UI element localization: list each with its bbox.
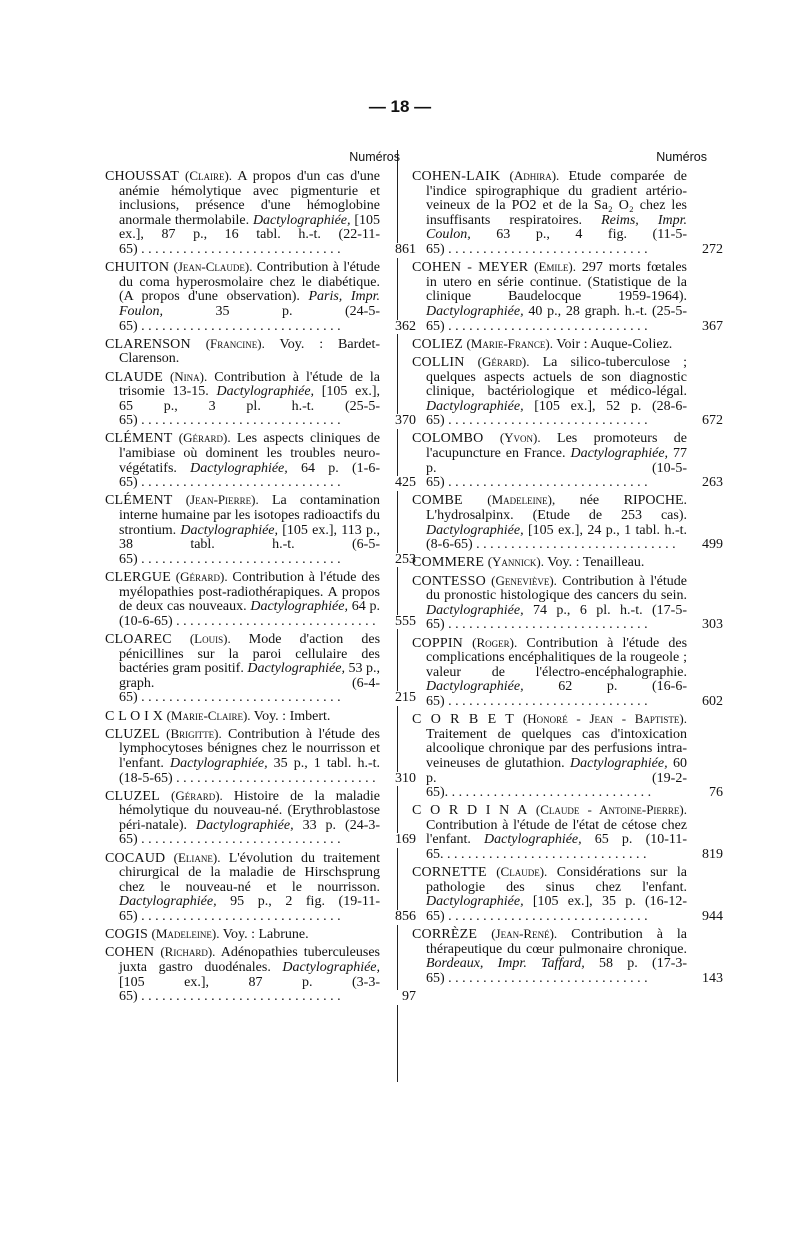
physical-description: 63 p., 4 fig.: [496, 227, 627, 243]
author-surname: COPPIN: [412, 635, 463, 651]
bibliography-entry: [105, 727, 416, 786]
thesis-number: 367: [687, 320, 723, 335]
thesis-number: 303: [687, 618, 723, 633]
physical-description: 35 p., 1 tabl. h.-t.: [273, 755, 381, 771]
physical-description: 77 p.: [426, 446, 688, 476]
thesis-title: Les aspects cliniques de l'amibiase où dominent les troubles neuro-végétatifs.: [119, 431, 381, 476]
bibliography-entry: [105, 789, 416, 848]
thesis-number: 253: [380, 553, 416, 568]
column-header-numeros: Numéros: [656, 150, 707, 164]
bibliography-entry: [105, 337, 416, 367]
publication: Dactylographiée,: [119, 894, 217, 910]
thesis-title: Contribution à l'étude de la trisomie 13-15.: [119, 369, 380, 400]
thesis-number: 944: [687, 910, 723, 925]
thesis-number: 672: [687, 414, 723, 429]
bibliography-entry: [412, 636, 723, 710]
author-surname: CLÉMENT: [105, 431, 173, 447]
thesis-title: Contribution à l'étude du pronostic histologique des cancers du sein.: [426, 573, 687, 604]
author-given-name: (Louis).: [189, 630, 231, 646]
thesis-number: 143: [687, 972, 723, 987]
bibliography-entry: [412, 493, 723, 552]
publication: Dactylographiée,: [216, 384, 315, 400]
author-given-name: (Yannick).: [487, 554, 544, 570]
entry-list: [105, 168, 416, 1005]
defense-date: (18-5-65) . . .: [119, 771, 376, 786]
thesis-title: Les promoteurs de l'acupuncture en France.: [426, 431, 688, 462]
physical-description: [105 ex.], 65 p., 3 pl. h.-t.: [119, 384, 380, 414]
author-given-name: (Yvon).: [499, 430, 541, 446]
author-given-name: (Gérard).: [170, 787, 223, 803]
defense-date: (10-5-65) . . .: [426, 461, 687, 491]
thesis-title: Histoire de la maladie hémolytique du nouveau-né. (Erythroblastose péri-natale).: [119, 788, 381, 833]
author-given-name: (Roger).: [472, 634, 518, 650]
thesis-title: Traitement de quelques cas d'intoxication alcoolique chronique par des perfusions intra-veineuses de glutathion.: [426, 726, 687, 771]
physical-description: 74 p., 6 pl. h.-t.: [533, 602, 643, 618]
thesis-number: 856: [380, 910, 416, 925]
defense-date: (28-6-65) . . .: [426, 399, 687, 429]
defense-date: (19-11-65) . . .: [119, 894, 380, 924]
thesis-title: Voy. : Imbert.: [253, 708, 331, 724]
author-surname: CLARENSON: [105, 336, 191, 352]
bibliography-entry: [412, 803, 723, 862]
author-given-name: (Claude - Antoine-Pierre).: [535, 802, 687, 818]
entry-list: [412, 168, 723, 987]
bibliography-entry: [412, 337, 723, 353]
defense-date: (16-6-65) . . .: [426, 679, 687, 709]
physical-description: 33 p.: [302, 817, 337, 833]
publication: Bordeaux, Impr. Taffard,: [426, 956, 585, 972]
publication: Dactylographiée,: [169, 755, 268, 771]
thesis-number: 861: [380, 243, 416, 258]
thesis-number: 215: [380, 691, 416, 706]
author-surname: CLÉMENT: [105, 493, 173, 509]
author-surname: COLLIN: [412, 354, 465, 370]
bibliography-entry: [105, 493, 416, 567]
author-given-name: (Emile).: [534, 259, 576, 275]
author-given-name: (Claire).: [184, 168, 233, 183]
defense-date: (22-11-65) . . .: [119, 227, 380, 257]
author-surname: CHUITON: [105, 260, 170, 276]
thesis-number: 362: [380, 320, 416, 335]
physical-description: 65 p.: [594, 832, 633, 848]
author-surname: COLOMBO: [412, 431, 484, 447]
bibliography-entry: [105, 260, 416, 334]
defense-date: (6-5-65) . . .: [119, 537, 380, 567]
bibliography-entry: [105, 431, 416, 490]
defense-date: (17-3-65) . . .: [426, 956, 687, 986]
thesis-title: Contribution à l'étude du coma hyperosmolaire chez le diabétique. (A propos d'une observation).: [119, 260, 380, 305]
author-surname: CLUZEL: [105, 726, 160, 742]
thesis-title: née RIPOCHE. L'hydrosalpinx. (Etude de 253 cas).: [426, 493, 688, 524]
physical-description: 64 p.: [301, 460, 339, 476]
author-given-name: (Francine).: [205, 335, 265, 351]
thesis-title: Considérations sur la pathologie des sinus chez l'enfant.: [426, 865, 687, 895]
thesis-number: 425: [380, 476, 416, 491]
author-surname: COHEN - MEYER: [412, 260, 529, 276]
author-given-name: (Nina).: [169, 368, 208, 384]
publication: Dactylographiée,: [252, 212, 351, 228]
physical-description: [105 ex.], 35 p.: [532, 894, 636, 910]
thesis-title: Mode d'action des pénicillines sur la paroi cellulaire des bactéries gram positif.: [119, 631, 381, 677]
bibliography-entry: [105, 851, 416, 925]
thesis-number: 555: [380, 615, 416, 630]
defense-date: (16-12-65) . . .: [426, 894, 687, 924]
publication: Dactylographiée,: [247, 661, 345, 677]
bibliography-entry: [412, 555, 723, 571]
author-given-name: (Marie-Claire).: [166, 707, 251, 723]
author-surname: CLERGUE: [105, 570, 171, 585]
author-given-name: (Geneviève).: [491, 572, 557, 588]
publication: Reims, Impr. Coulon,: [426, 212, 687, 243]
page-number: — 18 —: [368, 97, 432, 116]
thesis-number: 76: [687, 786, 723, 801]
thesis-number: 263: [687, 476, 723, 491]
defense-date: (19-2-65). . . .: [426, 771, 687, 801]
publication: Dactylographiée,: [426, 303, 524, 319]
thesis-title: A propos d'un cas d'une anémie hémolytique avec pigmenturie et inclusions, présence d'une hémoglobine anormale thermolabile.: [119, 169, 381, 228]
author-surname: C L O I X: [105, 708, 164, 724]
defense-date: (10-11-65. . . .: [426, 832, 687, 862]
thesis-title: Contribution à l'étude des lymphocytoses bénignes chez le nourrisson et l'enfant.: [119, 726, 380, 771]
publication: Dactylographiée,: [196, 817, 294, 833]
physical-description: 53 p., graph.: [119, 661, 381, 691]
thesis-title: Voy. : Tenailleau.: [547, 555, 645, 571]
publication: Dactylographiée,: [484, 832, 582, 848]
bibliography-entry: [105, 945, 416, 1004]
right-column: [412, 150, 723, 989]
defense-date: (8-6-65) . . .: [426, 537, 676, 552]
thesis-title: Voir : Auque-Coliez.: [556, 336, 673, 352]
thesis-title: Voy. : Labrune.: [222, 927, 309, 943]
bibliography-entry: [412, 355, 723, 429]
author-surname: C O R D I N A: [412, 803, 528, 819]
author-surname: CHOUSSAT: [105, 169, 179, 184]
defense-date: (3-3-65) . . .: [119, 975, 380, 1005]
publication: Dactylographiée,: [180, 522, 279, 538]
bibliography-entry: [105, 370, 416, 429]
publication: Dactylographiée,: [282, 960, 381, 975]
bibliography-entry: [412, 169, 723, 258]
thesis-title: La contamination interne humaine par les isotopes radioactifs du strontium.: [119, 493, 381, 538]
defense-date: (24-5-65) . . .: [119, 304, 380, 334]
author-given-name: (Gérard).: [175, 569, 228, 584]
author-given-name: (Jean-Claude).: [173, 259, 253, 275]
left-column: [105, 150, 416, 1007]
physical-description: [105 ex.], 113 p., 38 tabl. h.-t.: [119, 522, 381, 553]
publication: Dactylographiée,: [190, 460, 288, 476]
bibliography-entry: [412, 712, 723, 801]
physical-description: 58 p.: [599, 956, 638, 972]
thesis-number: 310: [380, 772, 416, 787]
thesis-title: Contribution à l'étude des complications encéphalitiques de la rougeole ; valeur de l'électro-encéphalographie.: [426, 635, 688, 680]
physical-description: 35 p.: [215, 303, 293, 319]
author-surname: COMBE: [412, 493, 463, 509]
author-surname: CLUZEL: [105, 788, 160, 804]
defense-date: (17-5-65) . . .: [426, 603, 687, 633]
author-surname: COMMERE: [412, 555, 485, 571]
publication: Dactylographiée,: [426, 522, 524, 538]
author-surname: CORNETTE: [412, 865, 487, 881]
publication: Dactylographiée,: [426, 894, 524, 910]
physical-description: 95 p., 2 fig.: [230, 894, 325, 910]
bibliography-entry: [412, 927, 723, 986]
bibliography-entry: [412, 260, 723, 334]
thesis-title: Contribution à l'étude des myélopathies post-radiothérapiques. A propos de deux cas nouveaux.: [119, 570, 380, 615]
physical-description: [105 ex.], 87 p.: [119, 974, 313, 990]
author-surname: CLAUDE: [105, 369, 163, 385]
author-surname: CONTESSO: [412, 573, 486, 589]
author-given-name: (Jean-René).: [491, 926, 558, 942]
bibliography-entry: [412, 574, 723, 633]
thesis-number: 97: [380, 990, 416, 1005]
thesis-title: Adénopathies tuberculeuses juxta gastro duodénales.: [119, 945, 380, 975]
defense-date: (25-5-65) . . .: [426, 304, 687, 334]
thesis-title: Voy. : Bardet-Clarenson.: [119, 336, 381, 367]
author-surname: COCAUD: [105, 850, 166, 866]
thesis-number: 370: [380, 414, 416, 429]
thesis-title: Contribution à l'étude de l'état de cétose chez l'enfant.: [426, 817, 687, 848]
thesis-title: 297 morts fœtales in utero en série continue. (Statistique de la clinique Baudelocque 1959-1964).: [426, 260, 687, 305]
defense-date: (11-5-65) . . .: [426, 227, 687, 257]
thesis-title: La silico-tuberculose ; quelques aspects actuels de son diagnostic clinique, bactériologique et médico-légal.: [426, 354, 688, 400]
defense-date: (10-6-65) . . .: [119, 614, 376, 629]
thesis-number: 272: [687, 243, 723, 258]
author-given-name: (Madeleine).: [151, 926, 220, 942]
defense-date: (24-3-65) . . .: [119, 818, 380, 848]
bibliography-entry: [105, 169, 416, 258]
author-given-name: (Jean-Pierre).: [185, 492, 259, 508]
author-surname: CLOAREC: [105, 631, 172, 647]
publication: Dactylographiée,: [426, 398, 524, 414]
physical-description: 64 p.: [351, 599, 381, 615]
physical-description: [105 ex.], 52 p.: [534, 398, 642, 414]
publication: Dactylographiée,: [426, 679, 524, 695]
author-surname: COGIS: [105, 927, 149, 943]
author-given-name: (Marie-France).: [466, 335, 553, 351]
author-surname: CORRÈZE: [412, 927, 478, 943]
author-surname: C O R B E T: [412, 712, 514, 728]
bibliography-entry: [105, 709, 416, 725]
physical-description: 62 p.: [558, 679, 618, 695]
bibliography-entry: [105, 927, 416, 943]
physical-description: 40 p., 28 graph. h.-t.: [528, 303, 648, 319]
thesis-number: 602: [687, 695, 723, 710]
author-surname: COLIEZ: [412, 336, 463, 352]
publication: Paris, Impr. Foulon,: [119, 289, 380, 319]
publication: Dactylographiée,: [570, 755, 668, 771]
author-given-name: (Gérard).: [477, 353, 530, 369]
author-given-name: (Brigitte).: [166, 725, 222, 741]
bibliography-entry: [105, 570, 416, 629]
physical-description: 60 p.: [426, 755, 687, 786]
physical-description: [105 ex.], 24 p., 1 tabl. h.-t.: [528, 522, 687, 538]
author-given-name: (Honoré - Jean - Baptiste).: [522, 711, 687, 727]
author-given-name: (Claude).: [496, 864, 548, 880]
physical-description: [105 ex.], 87 p., 16 tabl. h.-t.: [119, 212, 380, 243]
author-given-name: (Eliane).: [173, 849, 221, 865]
publication: Dactylographiée,: [426, 602, 524, 618]
defense-date: (25-5-65) . . .: [119, 399, 380, 429]
column-header-numeros: Numéros: [349, 150, 400, 164]
bibliography-entry: [105, 632, 416, 706]
thesis-title: Etude comparée de l'indice spirographique du gradient artério-veineux de la PO2 et de la Sa₂ O₂ chez les insuffisants respiratoires.: [426, 169, 688, 228]
thesis-title: L'évolution du traitement chirurgical de la maladie de Hirschsprung chez le nouveau-né et le nourrisson.: [119, 850, 380, 895]
defense-date: (1-6-65) . . .: [119, 461, 380, 491]
author-given-name: (Adhira).: [509, 168, 560, 183]
author-given-name: (Richard).: [160, 944, 216, 960]
publication: Dactylographiée,: [570, 446, 669, 462]
author-surname: COHEN-LAIK: [412, 169, 501, 184]
thesis-number: 169: [380, 833, 416, 848]
thesis-number: 819: [687, 848, 723, 863]
thesis-title: Contribution à la thérapeutique du cœur pulmonaire chronique.: [426, 927, 688, 957]
author-given-name: (Madeleine),: [487, 492, 556, 508]
publication: Dactylographiée,: [250, 599, 348, 615]
thesis-number: 499: [687, 538, 723, 553]
author-surname: COHEN: [105, 945, 155, 961]
author-given-name: (Gérard).: [178, 430, 231, 446]
defense-date: (6-4-65) . . .: [119, 676, 380, 706]
bibliography-entry: [412, 431, 723, 490]
bibliography-entry: [412, 865, 723, 924]
